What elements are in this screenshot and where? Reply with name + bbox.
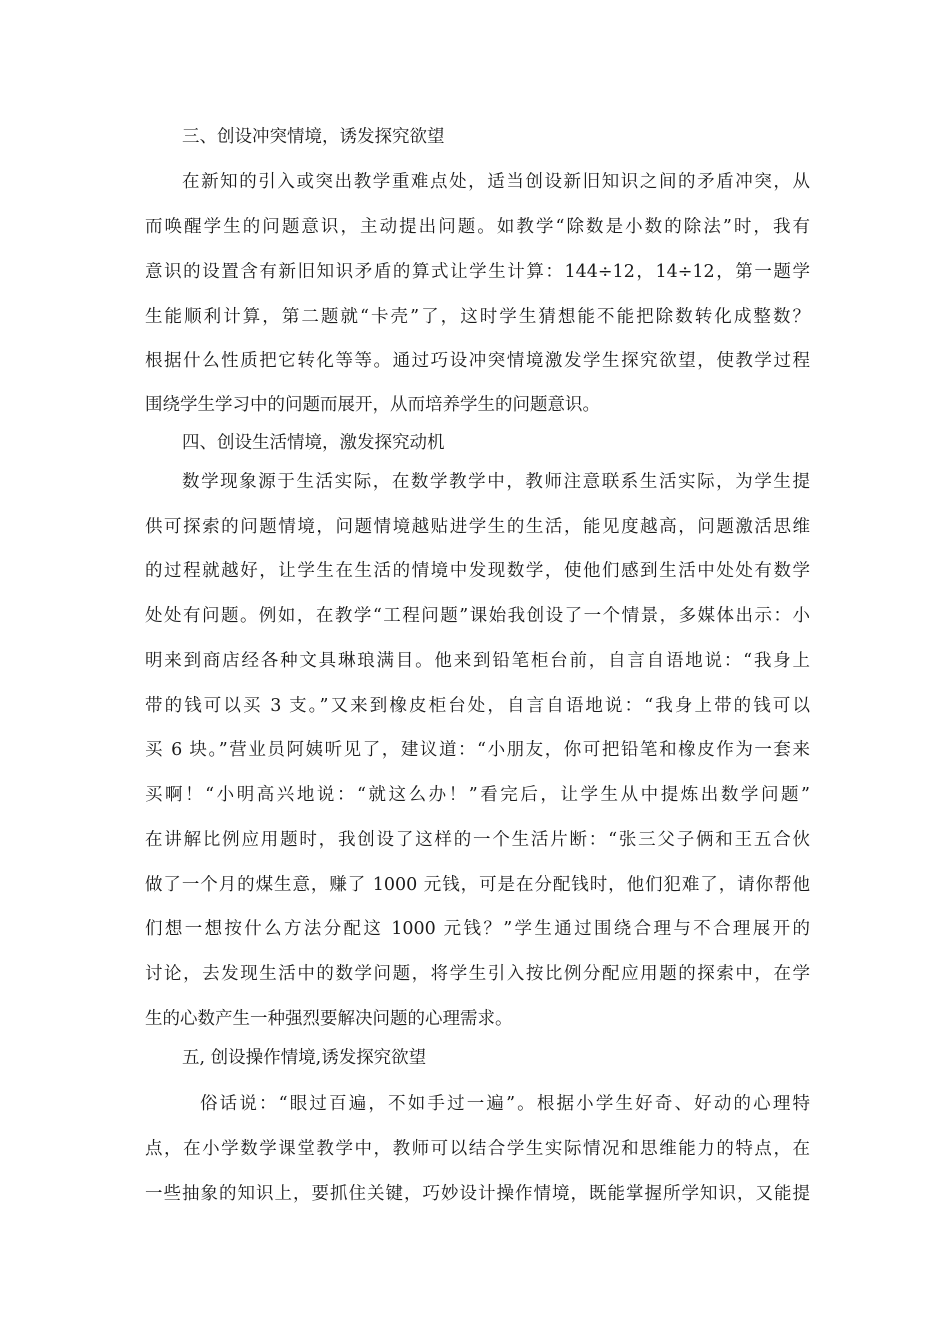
- paragraph-line: 意识的设置含有新旧知识矛盾的算式让学生计算：144÷12，14÷12，第一题学: [145, 262, 810, 282]
- section-heading: 三、创设冲突情境，诱发探究欲望: [182, 127, 445, 147]
- paragraph-line: 明来到商店经各种文具琳琅满目。他来到铅笔柜台前，自言自语地说：“我身上: [145, 651, 810, 671]
- paragraph-line: 做了一个月的煤生意，赚了 1000 元钱，可是在分配钱时，他们犯难了，请你帮他: [145, 875, 810, 895]
- paragraph-line: 处处有问题。例如，在教学“工程问题”课始我创设了一个情景，多媒体出示：小: [145, 606, 810, 626]
- paragraph-line: 在新知的引入或突出教学重难点处，适当创设新旧知识之间的矛盾冲突，从: [182, 172, 810, 192]
- paragraph-line: 在讲解比例应用题时，我创设了这样的一个生活片断：“张三父子俩和王五合伙: [145, 830, 810, 850]
- paragraph-line: 一些抽象的知识上，要抓住关键，巧妙设计操作情境，既能掌握所学知识，又能提: [145, 1184, 810, 1204]
- section-heading: 五, 创设操作情境,诱发探究欲望: [182, 1048, 427, 1068]
- paragraph-line: 带的钱可以买 3 支。”又来到橡皮柜台处，自言自语地说：“我身上带的钱可以: [145, 696, 810, 716]
- paragraph-line: 围绕学生学习中的问题而展开，从而培养学生的问题意识。: [145, 395, 600, 415]
- paragraph-line: 们想一想按什么方法分配这 1000 元钱？”学生通过围绕合理与不合理展开的: [145, 919, 810, 939]
- paragraph-line: 买啊！“小明高兴地说：“就这么办！”看完后，让学生从中提炼出数学问题”: [145, 785, 810, 805]
- paragraph-line: 供可探索的问题情境，问题情境越贴进学生的生活，能见度越高，问题激活思维: [145, 517, 810, 537]
- paragraph-line: 生能顺利计算，第二题就“卡壳”了，这时学生猜想能不能把除数转化成整数？: [145, 307, 810, 327]
- section-heading: 四、创设生活情境，激发探究动机: [182, 433, 445, 453]
- paragraph-line: 俗话说：“眼过百遍，不如手过一遍”。根据小学生好奇、好动的心理特: [200, 1094, 810, 1114]
- paragraph-line: 的过程就越好，让学生在生活的情境中发现数学，使他们感到生活中处处有数学: [145, 561, 810, 581]
- paragraph-line: 数学现象源于生活实际，在数学教学中，教师注意联系生活实际，为学生提: [182, 472, 810, 492]
- paragraph-line: 点，在小学数学课堂教学中，教师可以结合学生实际情况和思维能力的特点，在: [145, 1139, 810, 1159]
- paragraph-line: 根据什么性质把它转化等等。通过巧设冲突情境激发学生探究欲望，使教学过程: [145, 351, 810, 371]
- paragraph-line: 买 6 块。”营业员阿姨听见了，建议道：“小朋友，你可把铅笔和橡皮作为一套来: [145, 740, 810, 760]
- paragraph-line: 而唤醒学生的问题意识，主动提出问题。如教学“除数是小数的除法”时，我有: [145, 217, 810, 237]
- paragraph-line: 生的心数产生一种强烈要解决问题的心理需求。: [145, 1009, 513, 1029]
- paragraph-line: 讨论，去发现生活中的数学问题，将学生引入按比例分配应用题的探索中，在学: [145, 964, 810, 984]
